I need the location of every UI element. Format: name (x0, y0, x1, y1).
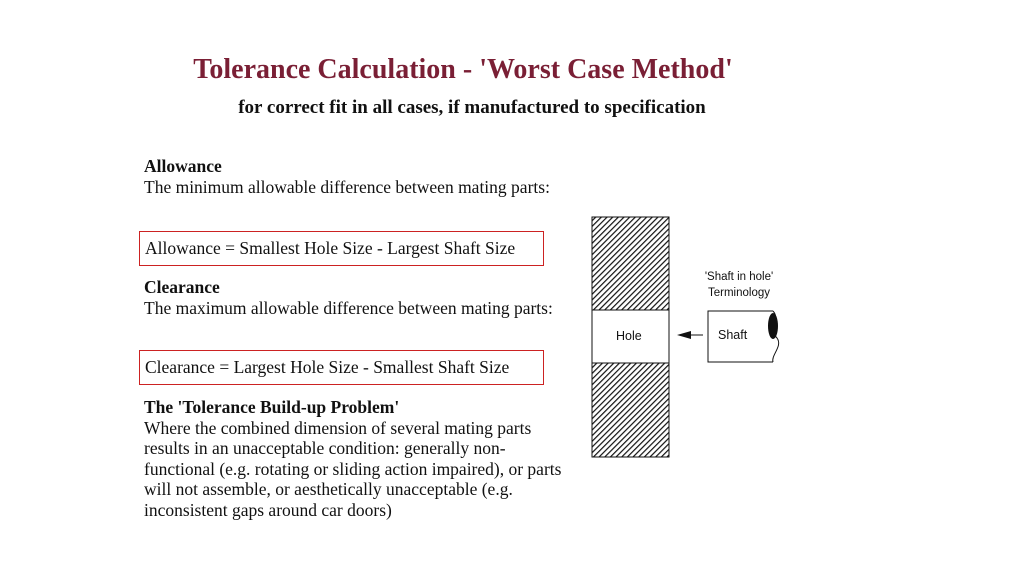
allowance-section (144, 156, 564, 197)
buildup-description: Where the combined dimension of several mating parts results in an unacceptable condition: generally non-functional (e.g. rotating or sliding action impaired), or parts will not assemble, or aesthetically unacceptable (e.g. inconsistent gaps around car doors) (144, 417, 562, 520)
lower-wall-hatch (592, 363, 669, 457)
note-line-1: 'Shaft in hole' (704, 271, 774, 283)
allowance-formula: Allowance = Smallest Hole Size - Largest Shaft Size (145, 238, 516, 258)
allowance-description: The minimum allowable difference between mating parts: (144, 176, 550, 197)
clearance-formula: Clearance = Largest Hole Size - Smallest Shaft Size (145, 357, 510, 377)
clearance-heading: Clearance (144, 277, 220, 297)
clearance-section (144, 277, 564, 318)
hole-label: Hole (616, 329, 642, 343)
shaft-in-hole-diagram (585, 210, 815, 465)
buildup-heading: The 'Tolerance Build-up Problem' (144, 397, 400, 417)
arrow-head (677, 331, 691, 339)
page-subtitle: for correct fit in all cases, if manufactured to specification (238, 97, 706, 118)
clearance-formula-box (139, 350, 544, 385)
note-line-2: Terminology (708, 287, 770, 299)
allowance-formula-box (139, 231, 544, 266)
shaft-end-mark (768, 313, 778, 339)
clearance-description: The maximum allowable difference between mating parts: (144, 297, 553, 318)
allowance-heading: Allowance (144, 156, 222, 176)
upper-wall-hatch (592, 217, 669, 310)
buildup-section (144, 397, 574, 520)
page-title: Tolerance Calculation - 'Worst Case Method' (193, 54, 733, 85)
shaft-label: Shaft (718, 328, 748, 342)
